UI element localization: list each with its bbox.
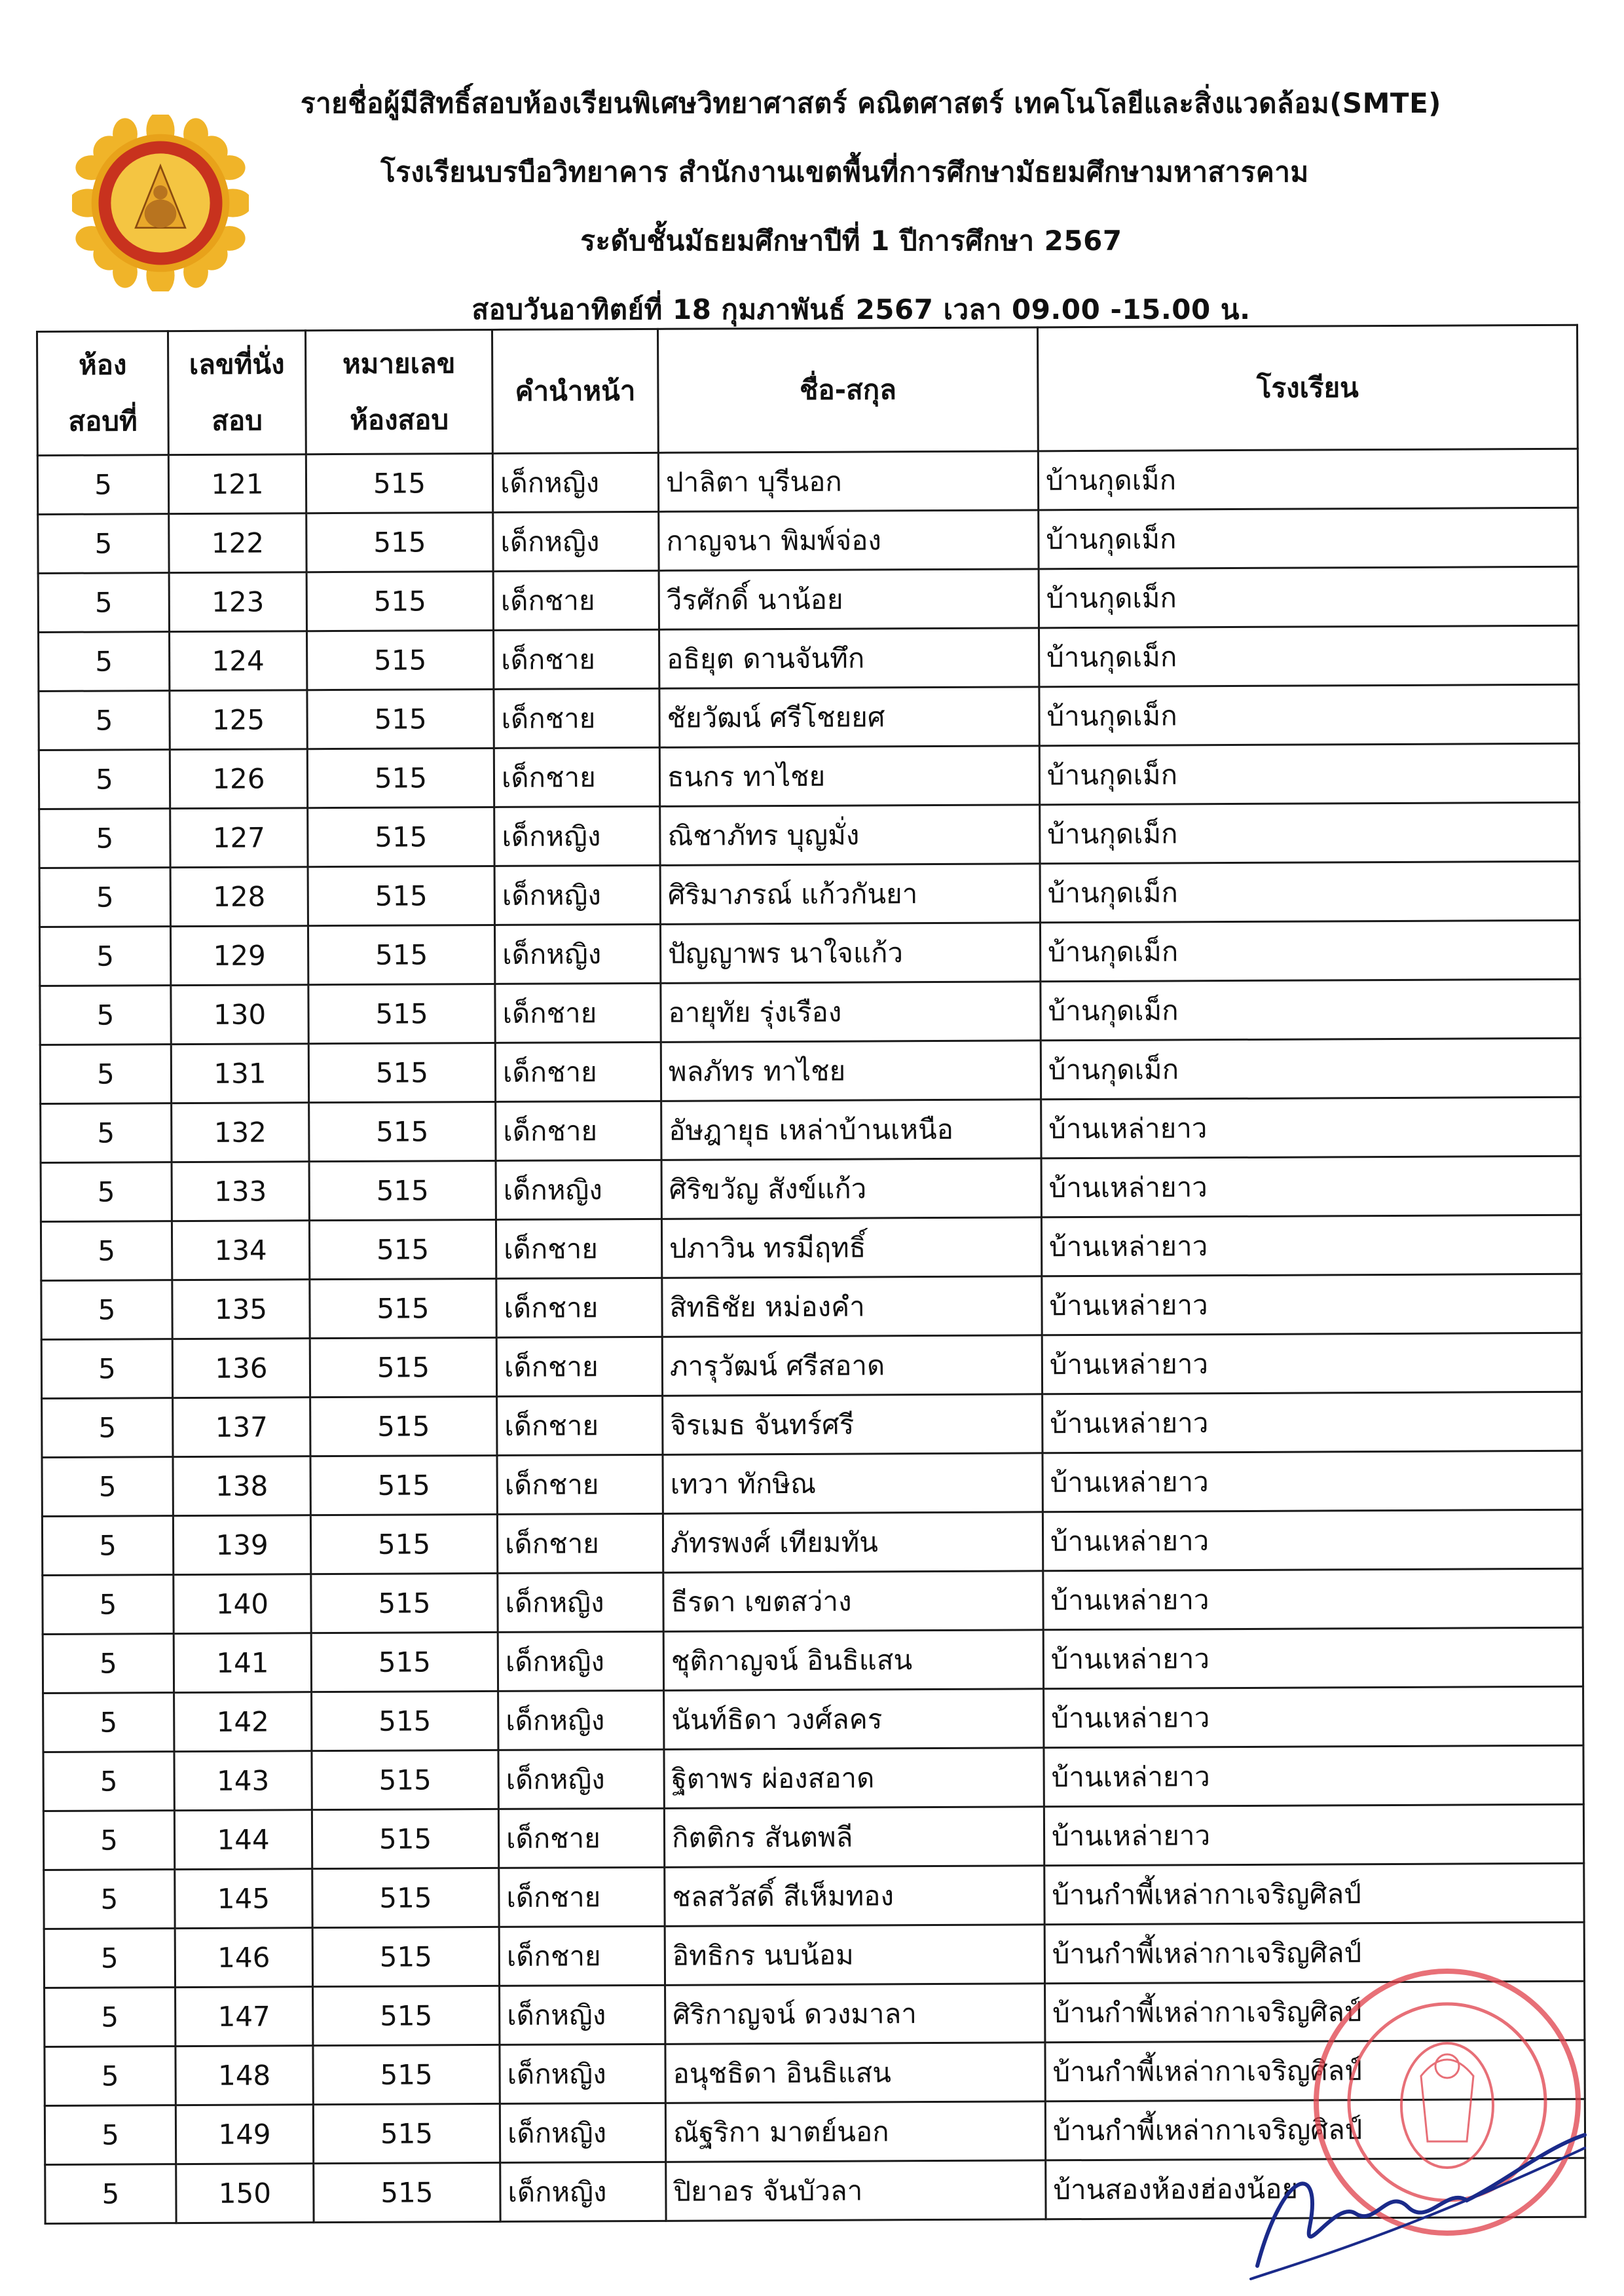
cell-prefix: เด็กหญิง [494,924,660,984]
cell-seat: 141 [174,1633,311,1693]
cell-room: 5 [37,455,168,515]
cell-name: อนุชธิดา อินธิแสน [665,2043,1045,2103]
cell-roomno: 515 [313,2045,500,2104]
cell-prefix: เด็กหญิง [498,1572,663,1632]
table-row [42,1392,1582,1457]
cell-room: 5 [45,2164,176,2224]
cell-school: บ้านเหล่ายาว [1044,1686,1583,1748]
cell-room: 5 [40,1045,171,1104]
cell-room: 5 [39,868,170,927]
cell-name: อายุทัย รุ่งเรือง [661,982,1041,1043]
cell-prefix: เด็กชาย [494,747,659,807]
title-line-1: รายชื่อผู้มีสิทธิ์สอบห้องเรียนพิเศษวิทยาศาสตร์ คณิตศาสตร์ เทคโนโลยีและสิ่งแวดล้อม(SMTE) [301,87,1441,119]
cell-name: นันท์ธิดา วงศ์ลคร [664,1689,1044,1750]
cell-school: บ้านกุดเม็ก [1038,449,1578,510]
cell-prefix: เด็กชาย [496,1278,662,1337]
title-line-2: โรงเรียนบรบือวิทยาคาร สำนักงานเขตพื้นที่การศึกษามัธยมศึกษามหาสารคาม [380,156,1309,188]
cell-prefix: เด็กชาย [499,1867,665,1927]
cell-name: ธีรดา เขตสว่าง [663,1571,1043,1632]
cell-roomno: 515 [307,748,494,807]
cell-prefix: เด็กหญิง [492,453,658,512]
cell-roomno: 515 [308,1043,495,1102]
table-row [41,1333,1581,1398]
cell-roomno: 515 [314,2162,500,2222]
cell-name: ปัญญาพร นาใจแก้ว [660,923,1040,984]
cell-roomno: 515 [310,1396,497,1456]
cell-school: บ้านกำพี้เหล่ากาเจริญศิลป์ [1044,1922,1584,1984]
cell-name: วีรศักดิ์ นาน้อย [659,569,1039,630]
cell-room: 5 [42,1457,173,1517]
cell-school: บ้านกำพี้เหล่ากาเจริญศิลป์ [1045,2099,1585,2160]
header-prefix: คำนำหน้า [492,329,658,453]
cell-seat: 138 [173,1456,310,1516]
cell-room: 5 [39,632,170,692]
cell-roomno: 515 [310,1455,497,1515]
cell-roomno: 515 [312,1927,499,1986]
cell-name: อัษฎายุธ เหล่าบ้านเหนือ [661,1100,1041,1160]
cell-roomno: 515 [312,1750,498,1809]
cell-seat: 131 [171,1044,308,1103]
table-row [43,1568,1583,1634]
header-room-number [306,329,493,454]
cell-roomno: 515 [312,1809,498,1868]
cell-prefix: เด็กชาย [495,1042,661,1102]
cell-school: บ้านเหล่ายาว [1044,1745,1583,1807]
table-row [39,625,1579,691]
cell-seat: 145 [175,1869,312,1929]
cell-room: 5 [41,1162,172,1222]
cell-prefix: เด็กชาย [493,570,659,630]
cell-seat: 121 [168,454,306,514]
cell-seat: 126 [170,749,307,809]
cell-roomno: 515 [308,925,494,984]
table-row [44,1863,1584,1929]
cell-seat: 139 [173,1515,310,1575]
cell-school: บ้านเหล่ายาว [1041,1156,1581,1217]
cell-school: บ้านกุดเม็ก [1039,684,1579,746]
header-school: โรงเรียน [1037,325,1578,451]
cell-prefix: เด็กหญิง [493,511,659,571]
cell-name: ภารุวัฒน์ ศรีสอาด [662,1335,1042,1396]
header-roomno-line1: หมายเลข [342,347,456,380]
cell-school: บ้านกุดเม็ก [1041,1038,1580,1100]
table-row [43,1686,1583,1752]
cell-seat: 142 [174,1692,312,1752]
cell-prefix: เด็กหญิง [500,2162,666,2221]
cell-roomno: 515 [312,1868,499,1927]
cell-prefix: เด็กชาย [495,983,661,1043]
cell-name: ศิริขวัญ สังข์แก้ว [661,1158,1041,1219]
cell-room: 5 [43,1811,174,1870]
table-row [38,508,1578,573]
table-row [41,1215,1581,1280]
cell-roomno: 515 [313,2103,500,2163]
cell-seat: 135 [172,1280,310,1339]
cell-school: บ้านเหล่ายาว [1043,1451,1582,1512]
document-header [0,69,1624,344]
header-room-line1: ห้อง [78,348,127,381]
table-header-row [37,325,1578,455]
cell-seat: 123 [169,572,306,632]
cell-room: 5 [45,2105,175,2165]
cell-seat: 133 [172,1162,309,1221]
cell-room: 5 [39,927,170,986]
cell-school: บ้านเหล่ายาว [1043,1568,1583,1630]
cell-school: บ้านเหล่ายาว [1044,1804,1583,1866]
cell-roomno: 515 [311,1573,498,1633]
cell-seat: 150 [176,2164,314,2223]
cell-school: บ้านสองห้องฮ่องน้อย [1046,2158,1585,2219]
header-room-line2: สอบที่ [68,405,138,437]
cell-name: อิทธิกร นบน้อม [665,1925,1044,1986]
table-row [39,684,1579,750]
cell-name: เทวา ทักษิณ [663,1453,1043,1514]
cell-prefix: เด็กหญิง [494,865,660,925]
cell-prefix: เด็กหญิง [494,806,660,866]
cell-roomno: 515 [306,453,492,513]
cell-room: 5 [44,1870,175,1929]
cell-roomno: 515 [308,866,494,925]
cell-roomno: 515 [310,1278,496,1338]
cell-name: ภัทรพงศ์ เทียมทัน [663,1512,1043,1573]
table-row [42,1509,1582,1575]
cell-school: บ้านกุดเม็ก [1040,802,1579,864]
cell-name: ฐิตาพร ผ่องสอาด [664,1748,1044,1809]
table-row [41,1274,1581,1339]
cell-school: บ้านกุดเม็ก [1039,508,1578,569]
cell-room: 5 [43,1575,174,1635]
cell-prefix: เด็กชาย [496,1337,662,1396]
cell-room: 5 [39,691,170,750]
exam-date-line: สอบวันอาทิตย์ที่ 18 กุมภาพันธ์ 2567 เวลา 09.00 -15.00 น. [471,293,1251,325]
cell-school: บ้านกุดเม็ก [1040,861,1579,923]
cell-prefix: เด็กหญิง [498,1749,664,1809]
cell-name: ปิยาอร จันบัวลา [666,2160,1046,2221]
cell-school: บ้านกุดเม็ก [1039,743,1579,805]
cell-prefix: เด็กหญิง [500,2103,665,2162]
cell-school: บ้านกุดเม็ก [1040,920,1579,982]
header-exam-room [37,331,169,456]
cell-room: 5 [41,1221,172,1281]
cell-room: 5 [43,1634,174,1694]
table-row [39,920,1579,986]
cell-roomno: 515 [310,1337,496,1397]
table-row [43,1745,1583,1811]
table-row [39,861,1579,927]
cell-roomno: 515 [311,1632,498,1692]
cell-roomno: 515 [309,1102,496,1161]
cell-seat: 125 [170,690,307,750]
cell-school: บ้านเหล่ายาว [1042,1274,1581,1335]
cell-prefix: เด็กหญิง [496,1160,661,1219]
cell-roomno: 515 [308,807,494,866]
cell-room: 5 [39,809,170,868]
cell-seat: 144 [174,1810,312,1870]
cell-prefix: เด็กชาย [499,1926,665,1986]
cell-school: บ้านเหล่ายาว [1042,1333,1581,1394]
cell-prefix: เด็กชาย [497,1454,663,1514]
cell-name: พลภัทร ทาไชย [661,1041,1041,1102]
cell-room: 5 [45,2046,175,2106]
cell-prefix: เด็กชาย [498,1808,664,1868]
cell-seat: 129 [170,926,308,986]
exam-roster-table [36,324,1587,2225]
cell-prefix: เด็กชาย [497,1513,663,1573]
cell-room: 5 [42,1398,173,1458]
cell-roomno: 515 [307,630,494,690]
cell-school: บ้านกุดเม็ก [1041,979,1580,1041]
cell-seat: 134 [172,1221,309,1280]
cell-room: 5 [39,750,170,809]
cell-name: ศิริกาญจน์ ดวงมาลา [665,1984,1045,2045]
cell-school: บ้านเหล่ายาว [1043,1392,1582,1453]
cell-roomno: 515 [313,1986,500,2045]
cell-name: ณัฐริกา มาตย์นอก [665,2102,1045,2162]
cell-seat: 146 [175,1928,312,1988]
cell-school: บ้านเหล่ายาว [1041,1215,1581,1276]
cell-school: บ้านเหล่ายาว [1043,1627,1583,1689]
cell-name: จิรเมธ จันทร์ศรี [663,1394,1043,1455]
cell-roomno: 515 [312,1691,498,1750]
cell-school: บ้านกำพี้เหล่ากาเจริญศิลป์ [1045,1981,1585,2043]
cell-school: บ้านกำพี้เหล่ากาเจริญศิลป์ [1045,2040,1585,2102]
table-row [43,1627,1583,1693]
cell-seat: 132 [172,1103,309,1162]
table-row [40,979,1580,1045]
table-row [40,1038,1580,1103]
cell-room: 5 [38,514,169,574]
cell-name: กาญจนา พิมพ์จ่อง [659,510,1039,571]
table-row [43,1804,1583,1870]
table-row [41,1156,1581,1221]
table-row [42,1451,1582,1516]
header-roomno-line2: ห้องสอบ [350,403,449,436]
cell-prefix: เด็กหญิง [500,1985,665,2045]
cell-school: บ้านกุดเม็ก [1039,566,1578,628]
cell-seat: 148 [175,2046,313,2105]
cell-name: ณิชาภัทร บุญมั่ง [660,805,1040,866]
cell-roomno: 515 [310,1514,497,1574]
cell-seat: 143 [174,1751,312,1811]
table-row [37,449,1578,514]
cell-seat: 140 [174,1574,311,1634]
cell-roomno: 515 [306,512,493,572]
cell-prefix: เด็กชาย [494,688,659,748]
cell-room: 5 [41,1280,172,1340]
cell-room: 5 [43,1752,174,1811]
header-seat-line2: สอบ [212,404,263,437]
header-seat-line1: เลขที่นั่ง [189,348,285,380]
cell-seat: 128 [170,867,308,927]
cell-room: 5 [45,1988,175,2047]
cell-roomno: 515 [307,689,494,749]
cell-prefix: เด็กหญิง [500,2044,665,2103]
cell-prefix: เด็กชาย [494,629,659,689]
table-row [39,743,1579,809]
cell-room: 5 [42,1516,173,1576]
cell-seat: 124 [170,631,307,691]
cell-seat: 149 [175,2105,313,2164]
header-seat-number [168,331,306,455]
cell-school: บ้านกำพี้เหล่ากาเจริญศิลป์ [1044,1863,1584,1925]
title-line-3: ระดับชั้นมัธยมศึกษาปีที่ 1 ปีการศึกษา 2567 [580,225,1122,257]
cell-room: 5 [41,1339,172,1399]
cell-seat: 130 [171,985,308,1045]
cell-school: บ้านเหล่ายาว [1041,1097,1581,1158]
cell-seat: 136 [172,1339,310,1398]
cell-room: 5 [43,1693,174,1752]
cell-name: ปภาวิน ทรมีฤทธิ์ [661,1217,1041,1278]
cell-name: ปาลิตา บุรีนอก [658,451,1038,512]
cell-name: ชลสวัสดิ์ สีเห็มทอง [665,1866,1044,1927]
official-stamp-and-signature [1231,1952,1598,2292]
cell-room: 5 [41,1103,172,1163]
cell-school: บ้านกุดเม็ก [1039,625,1578,687]
cell-roomno: 515 [309,1160,496,1220]
cell-name: ชัยวัฒน์ ศรีโชยยศ [659,687,1039,748]
cell-room: 5 [38,573,169,633]
cell-name: ชุติกาญจน์ อินธิแสน [663,1630,1043,1691]
cell-roomno: 515 [306,571,493,631]
cell-prefix: เด็กหญิง [498,1690,664,1750]
table-row [38,566,1578,632]
cell-prefix: เด็กชาย [496,1101,661,1160]
cell-name: สิทธิชัย หม่องคำ [662,1276,1042,1337]
cell-name: ศิริมาภรณ์ แก้วกันยา [660,864,1040,925]
cell-seat: 137 [173,1398,310,1457]
cell-prefix: เด็กชาย [497,1396,663,1455]
table-row [39,802,1579,868]
cell-seat: 147 [175,1987,313,2046]
cell-room: 5 [44,1929,175,1988]
cell-roomno: 515 [309,1219,496,1279]
cell-prefix: เด็กหญิง [498,1631,663,1691]
cell-room: 5 [40,986,171,1045]
cell-name: อธิยุต ดานจันทึก [659,628,1039,689]
cell-roomno: 515 [308,984,495,1043]
cell-name: กิตติกร สันตพลี [664,1807,1044,1868]
cell-seat: 122 [169,513,306,573]
cell-school: บ้านเหล่ายาว [1043,1509,1582,1571]
header-name: ชื่อ-สกุล [657,327,1038,453]
cell-seat: 127 [170,808,308,868]
cell-prefix: เด็กชาย [496,1219,661,1278]
cell-name: ธนกร ทาไชย [659,746,1039,807]
table-row [41,1097,1581,1162]
